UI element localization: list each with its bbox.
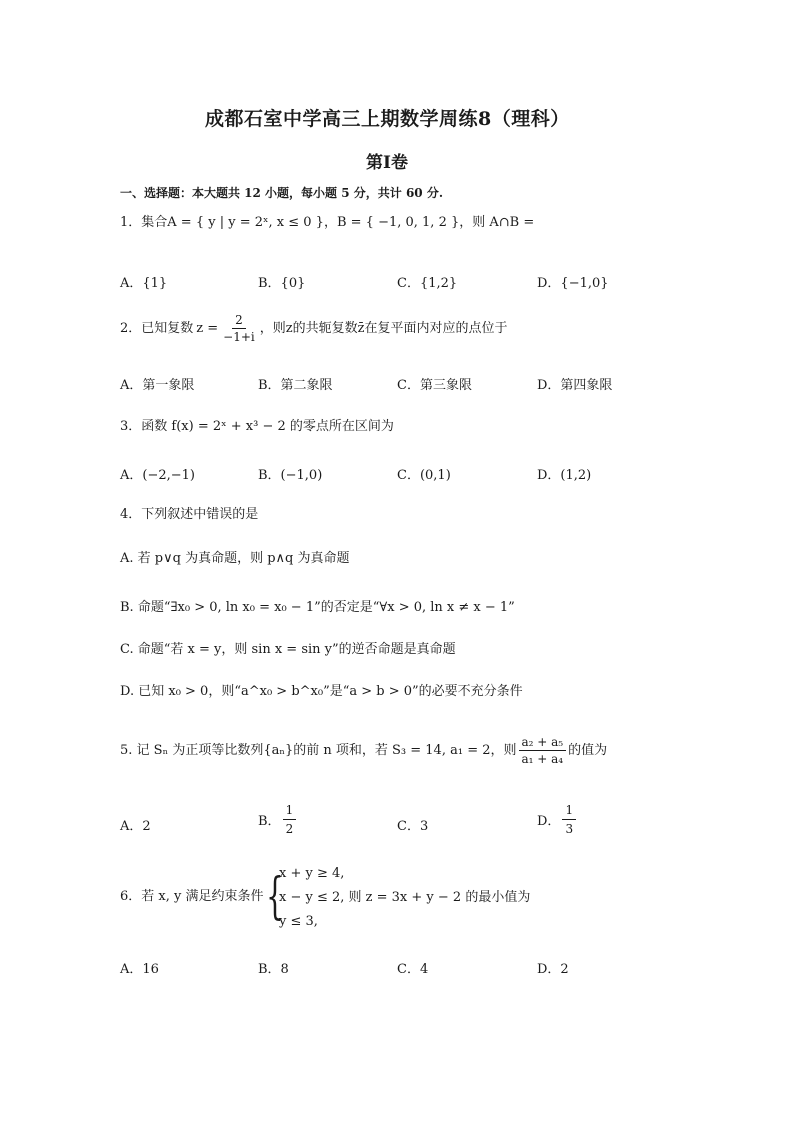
- fraction-numerator: a₂ + a₅: [519, 736, 567, 751]
- q5-option-d: [537, 803, 578, 836]
- fraction-denominator: a₁ + a₄: [521, 752, 564, 766]
- option-label: B．: [258, 814, 281, 829]
- question-2-fraction: [220, 314, 258, 343]
- page-title: 成都石室中学高三上期数学周练8（理科）: [205, 108, 570, 130]
- question-2-z: z =: [196, 321, 219, 336]
- q3-option-d: D．(1,2): [537, 468, 592, 483]
- constraint-2: x − y ≤ 2, 则 z = 3x + y − 2 的最小值为: [279, 890, 531, 905]
- constraint-3: y ≤ 3,: [279, 914, 318, 929]
- question-2-suffix: ，则z的共轭复数z̄在复平面内对应的点位于: [259, 321, 508, 336]
- fraction-numerator: 2: [232, 314, 246, 329]
- q1-option-a: A．{1}: [120, 276, 168, 291]
- section-heading: 一、选择题：本大题共 12 小题，每小题 5 分，共计 60 分.: [120, 186, 443, 200]
- q5-option-a: A．2: [120, 819, 151, 834]
- set-b: B = { −1, 0, 1, 2 }: [336, 215, 460, 230]
- q4-option-b: B. 命题“∃x₀ > 0, ln x₀ = x₀ − 1”的否定是“∀x > 0, ln x ≠ x − 1”: [120, 600, 515, 615]
- q6-option-c: C．4: [397, 962, 429, 977]
- q6-option-a: A．16: [120, 962, 159, 977]
- set-a: A = { y | y = 2ˣ, x ≤ 0 }: [167, 215, 324, 230]
- page-subtitle: 第Ⅰ卷: [366, 153, 408, 173]
- question-6: 6．若 x, y 满足约束条件: [120, 889, 264, 904]
- q1-option-c: C．{1,2}: [397, 276, 458, 291]
- q3-option-b: B．(−1,0): [258, 468, 323, 483]
- question-5-fraction: [519, 736, 567, 765]
- q5-option-b: [258, 803, 298, 836]
- q4-option-d: D. 已知 x₀ > 0，则“a^x₀ > b^x₀”是“a > b > 0”的必要不充分条件: [120, 684, 523, 699]
- q4-option-a: A. 若 p∨q 为真命题，则 p∧q 为真命题: [120, 551, 350, 566]
- q5-option-c: C．3: [397, 819, 429, 834]
- question-4: 4．下列叙述中错误的是: [120, 507, 259, 522]
- question-5-suffix: 的值为: [568, 743, 608, 758]
- fraction-numerator: 1: [283, 803, 297, 820]
- question-5: [120, 736, 607, 765]
- constraint-system: [279, 862, 530, 934]
- question-5-prefix: 5. 记 Sₙ 为正项等比数列{aₙ}的前 n 项和，若 S₃ = 14, a₁ = 2，则: [120, 743, 517, 758]
- q2-option-c: C．第三象限: [397, 378, 472, 393]
- fraction-denominator: 2: [285, 822, 294, 836]
- question-1: [120, 216, 534, 229]
- q2-option-b: B．第二象限: [258, 378, 333, 393]
- q3-option-a: A．(−2,−1): [120, 468, 195, 483]
- q1-option-b: B．{0}: [258, 276, 306, 291]
- q6-option-b: B．8: [258, 962, 289, 977]
- q6-option-d: D．2: [537, 962, 569, 977]
- question-1-prefix: 1．集合: [120, 215, 168, 230]
- question-3: 3．函数 f(x) = 2ˣ + x³ − 2 的零点所在区间为: [120, 419, 394, 434]
- q2-option-a: A．第一象限: [120, 378, 195, 393]
- fraction-numerator: 1: [562, 803, 576, 820]
- q1-option-d: D．{−1,0}: [537, 276, 609, 291]
- question-2-prefix: 2．已知复数: [120, 321, 194, 336]
- question-1-sep: ，: [323, 215, 337, 230]
- constraint-1: x + y ≥ 4,: [279, 866, 345, 881]
- constraint-brace: {: [266, 867, 284, 925]
- question-1-suffix: ，则 A∩B =: [459, 215, 535, 230]
- option-label: D．: [537, 814, 561, 829]
- q2-option-d: D．第四象限: [537, 378, 613, 393]
- fraction-denominator: −1+i: [223, 330, 255, 344]
- question-2: [120, 314, 507, 343]
- fraction-denominator: 3: [565, 822, 574, 836]
- option-fraction: [283, 803, 297, 836]
- option-fraction: [562, 803, 576, 836]
- q3-option-c: C．(0,1): [397, 468, 451, 483]
- q4-option-c: C. 命题“若 x = y，则 sin x = sin y”的逆否命题是真命题: [120, 642, 456, 657]
